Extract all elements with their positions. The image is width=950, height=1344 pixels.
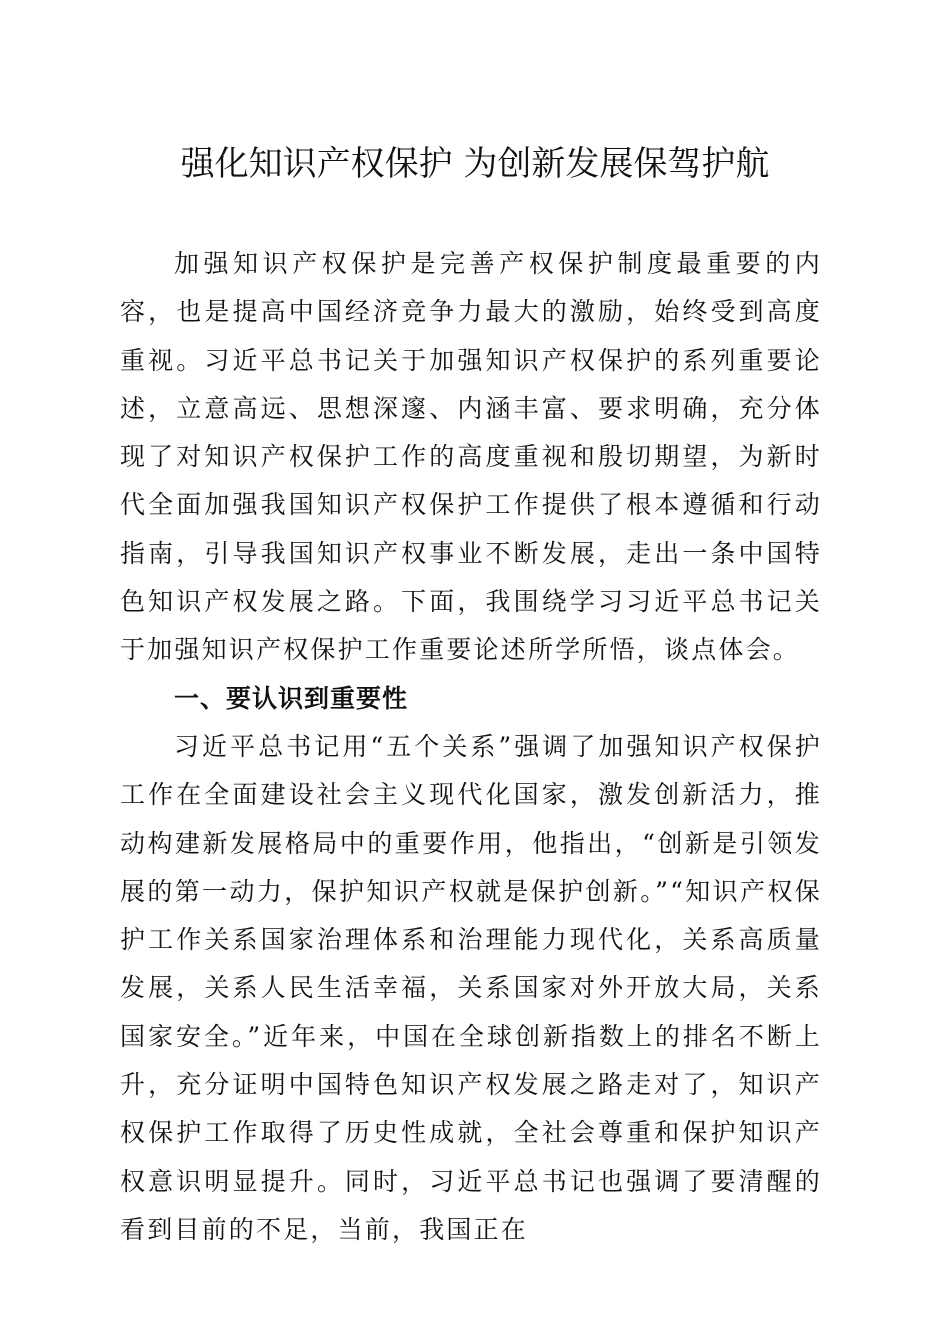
document-body	[120, 240, 822, 1254]
intro-paragraph: 加强知识产权保护是完善产权保护制度最重要的内容，也是提高中国经济竞争力最大的激励，始终受到高度重视。习近平总书记关于加强知识产权保护的系列重要论述，立意高远、思想深邃、内涵丰富、要求明确，充分体现了对知识产权保护工作的高度重视和殷切期望，为新时代全面加强我国知识产权保护工作提供了根本遵循和行动指南，引导我国知识产权事业不断发展，走出一条中国特色知识产权发展之路。下面，我围绕学习习近平总书记关于加强知识产权保护工作重要论述所学所悟，谈点体会。	[120, 249, 822, 665]
document-title: 强化知识产权保护 为创新发展保驾护航	[180, 144, 770, 184]
section-paragraph: 习近平总书记用“五个关系”强调了加强知识产权保护工作在全面建设社会主义现代化国家，激发创新活力，推动构建新发展格局中的重要作用，他指出，“创新是引领发展的第一动力，保护知识产权就是保护创新。”“知识产权保护工作关系国家治理体系和治理能力现代化，关系高质量发展，关系人民生活幸福，关系国家对外开放大局，关系国家安全。”近年来，中国在全球创新指数上的排名不断上升，充分证明中国特色知识产权发展之路走对了，知识产权保护工作取得了历史性成就，全社会尊重和保护知识产权意识明显提升。同时，习近平总书记也强调了要清醒的看到目前的不足，当前，我国正在	[120, 731, 822, 1244]
section-heading: 一、要认识到重要性	[174, 683, 409, 713]
